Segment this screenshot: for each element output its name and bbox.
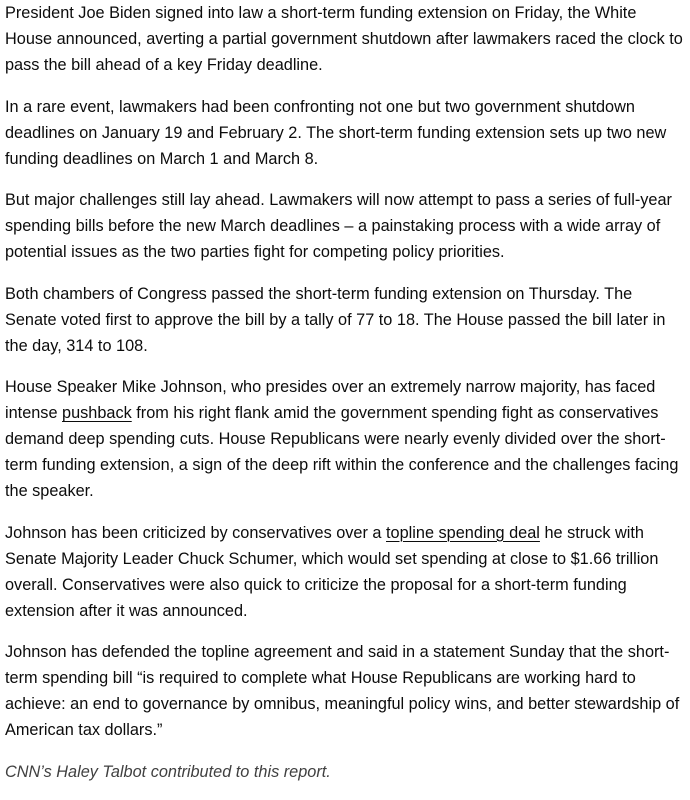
paragraph-text: from his right flank amid the government spending fight as conservatives demand deep spending cuts. House Republicans were nearly evenly divided over the short-term funding extension, a sign of the deep rift within the conference and the challenges facing the speaker. [5,404,679,500]
paragraph-text: he struck with Senate Majority Leader Chuck Schumer, which would set spending at close to $1.66 trillion overall. Conservatives were also quick to criticize the proposal for a short-term funding extension after it was announced. [5,523,659,620]
contributor-credit: CNN’s Haley Talbot contributed to this report. [5,762,331,781]
paragraph-text: House Speaker Mike Johnson, who presides over an extremely narrow majority, has faced intense [5,378,656,422]
paragraph-johnson-statement: Johnson has defended the topline agreement and said in a statement Sunday that the short-term spending bill “is required to complete what House Republicans are working hard to achieve: an end to governance by omnibus, meaningful policy wins, and better stewardship of American tax dollars.” [5,643,680,739]
topline-spending-deal-link[interactable]: topline spending deal [386,523,540,542]
paragraph-speaker-johnson [5,374,685,504]
paragraph-vote-tally: Both chambers of Congress passed the short-term funding extension on Thursday. The Senate voted first to approve the bill by a tally of 77 to 18. The House passed the bill later in the day, 314 to 108. [5,284,666,355]
paragraph-topline-deal [5,520,685,624]
pushback-link[interactable]: pushback [62,404,132,422]
paragraph-text: Johnson has been criticized by conservatives over a [5,523,387,542]
article-body [5,0,685,800]
paragraph-challenges-ahead: But major challenges still lay ahead. Lawmakers will now attempt to pass a series of full-year spending bills before the new March deadlines – a painstaking process with a wide array of potential issues as the two parties fight for competing policy priorities. [5,191,672,261]
paragraph-biden-signs: President Joe Biden signed into law a short-term funding extension on Friday, the White House announced, averting a partial government shutdown after lawmakers raced the clock to pass the bill ahead of a key Friday deadline. [5,4,683,74]
paragraph-two-deadlines: In a rare event, lawmakers had been confronting not one but two government shutdown deadlines on January 19 and February 2. The short-term funding extension sets up two new funding deadlines on March 1 and March 8. [5,97,667,168]
